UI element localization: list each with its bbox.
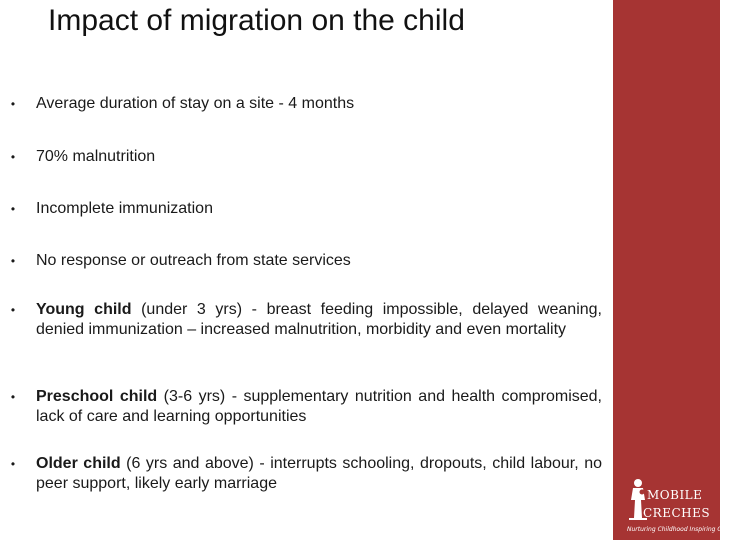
- bullet-body: (6 yrs and above) - interrupts schooling, dropouts, child labour, no peer support, likely early marriage: [36, 455, 602, 492]
- bullet-text: [36, 454, 602, 494]
- sidebar-band: [613, 0, 720, 540]
- slide-title: Impact of migration on the child: [48, 4, 465, 37]
- bullet-item: [8, 94, 602, 114]
- logo-tagline: Nurturing Childhood Inspiring Change: [627, 526, 740, 533]
- bullet-dot: •: [10, 202, 16, 216]
- bullet-body: (under 3 yrs) - breast feeding impossible, delayed weaning, denied immunization – increased malnutrition, morbidity and even mortality: [36, 301, 602, 338]
- bullet-lead: Preschool child: [36, 388, 158, 405]
- bullet-item: [8, 300, 602, 340]
- bullet-text: [36, 300, 602, 340]
- bullet-item: [8, 199, 602, 219]
- bullet-dot: •: [10, 390, 16, 404]
- bullet-lead: Older child: [36, 455, 121, 472]
- mobile-creches-logo: [613, 468, 740, 540]
- bullet-dot: •: [10, 303, 16, 317]
- bullet-text: Incomplete immunization: [36, 200, 213, 217]
- bullet-text: 70% malnutrition: [36, 148, 156, 165]
- bullet-item: [8, 147, 602, 167]
- bullet-text: [36, 387, 602, 427]
- bullet-dot: •: [10, 97, 16, 111]
- bullet-lead: Young child: [36, 301, 132, 318]
- bullet-item: [8, 454, 602, 494]
- bullet-text: Average duration of stay on a site - 4 months: [36, 95, 355, 112]
- bullet-body: (3-6 yrs) - supplementary nutrition and health compromised, lack of care and learning opportunities: [36, 388, 602, 425]
- bullet-text: No response or outreach from state services: [36, 252, 351, 269]
- bullet-dot: •: [10, 254, 16, 268]
- bullet-dot: •: [10, 457, 16, 471]
- bullet-dot: •: [10, 150, 16, 164]
- bullet-item: [8, 387, 602, 427]
- bullet-item: [8, 251, 602, 271]
- logo-text-mobile: MOBILE: [647, 488, 703, 502]
- logo-text-creches: CRECHES: [643, 506, 711, 520]
